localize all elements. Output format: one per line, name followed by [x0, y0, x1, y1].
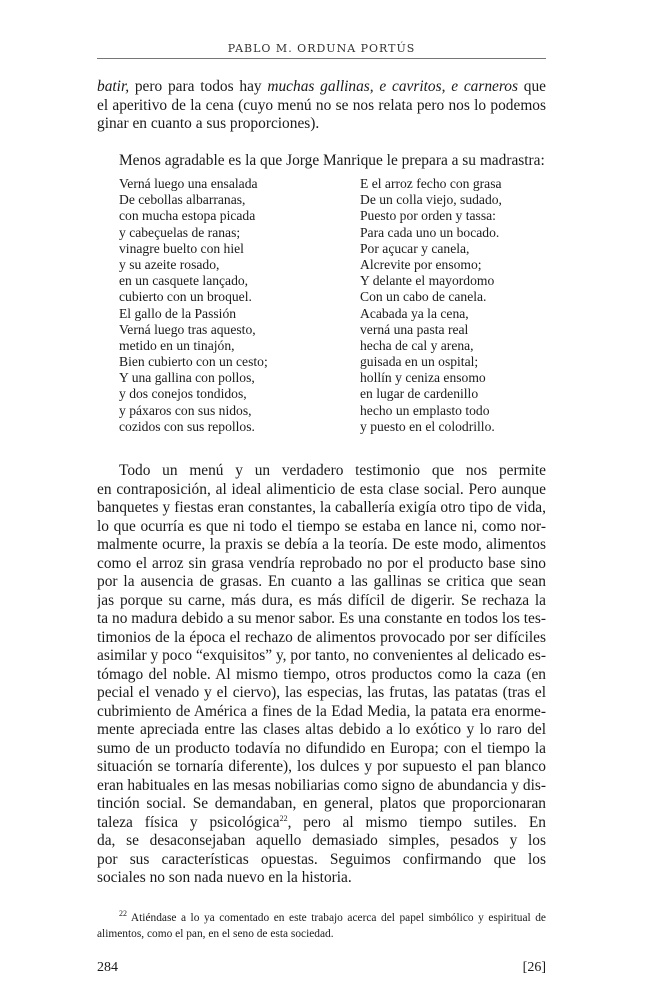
text-line: situación se tornaría diferente), los dulces y por supuesto el pan blanco	[97, 758, 546, 775]
verse-line: con mucha estopa picada	[119, 208, 256, 224]
verse-line: Con un cabo de canela.	[360, 289, 487, 305]
text-line: sociales no son nada nuevo en la historia.	[97, 869, 352, 886]
verse-line: Acabada ya la cena,	[360, 305, 469, 321]
text-line: en contraposición, al ideal alimenticio de esta clase social. Pero aunque	[97, 480, 546, 498]
text-line	[97, 814, 546, 833]
verse-line: cozidos con sus repollos.	[119, 418, 255, 434]
text-line: sumo de un producto todavía no difundido en Europa; con el tiempo la	[97, 739, 546, 757]
verse-line: Bien cubierto con un cesto;	[119, 354, 268, 370]
verse-line: Por açucar y canela,	[360, 240, 470, 256]
text-line: banquetes y fiestas eran constantes, la caballería exigía otro tipo de vida,	[97, 499, 546, 516]
text-line: eran habituales en las mesas nobiliarias como signo de abundancia y dis-	[97, 776, 546, 794]
text-line: como el arroz sin grasa vendría reprobado no por el producto base sino	[97, 554, 546, 572]
verse-column-left	[119, 176, 268, 435]
text-line: asimilar y poco “exquisitos” y, por tanto, no convenientes al delicado es-	[97, 647, 546, 664]
running-head: PABLO M. ORDUNA PORTÚS	[227, 42, 416, 55]
verse-line: El gallo de la Passión	[119, 305, 237, 321]
verse-line: y su azeite rosado,	[119, 256, 220, 272]
verse-intro: Menos agradable es la que Jorge Manrique le prepara a su madrastra:	[119, 152, 545, 169]
text-span: que	[523, 78, 546, 95]
text-line: jas porque su carne, más dura, es más difícil de digerir. Se rechaza la	[97, 591, 546, 609]
text-line: tinción social. Se demandaban, en general, platos que proporcionaran	[97, 795, 546, 812]
footnote-line: alimentos, como el pan, en el seno de esta sociedad.	[97, 928, 334, 940]
verse-line: Verná luego tras aquesto,	[119, 321, 256, 337]
text-span: Atiéndase a lo ya comentado en este trabajo acerca del papel simbólico y espiritual de	[130, 912, 546, 924]
body-paragraph	[97, 462, 546, 888]
verse-line: Puesto por orden y tassa:	[360, 208, 496, 224]
verse-line: guisada en un ospital;	[360, 354, 479, 370]
verse-line: verná una pasta real	[360, 321, 469, 337]
verse-column-right	[360, 176, 502, 435]
top-paragraph	[97, 78, 546, 134]
bracket-page-number: [26]	[522, 960, 546, 975]
verse-line: en lugar de cardenillo	[360, 386, 479, 402]
verse-line: vinagre buelto con hiel	[119, 240, 244, 256]
text-line: timonios de la época el rechazo de alimentos provocado por ser difíciles	[97, 628, 546, 646]
verse-line: Y una gallina con pollos,	[119, 370, 255, 386]
verse-line: hollín y ceniza ensomo	[360, 370, 486, 386]
text-line: da, se desaconsejaban aquello demasiado simples, pesados y los	[97, 832, 546, 849]
verse-line: y dos conejos tondidos,	[119, 386, 247, 402]
verse-line: Y delante el mayordomo	[360, 273, 495, 289]
footnote-ref[interactable]: 22	[279, 813, 288, 823]
verse-line: en un casquete lançado,	[119, 273, 249, 289]
text-line: lo que ocurría es que ni todo el tiempo se estaba en lance ni, como nor-	[97, 517, 546, 535]
text-line	[97, 78, 546, 97]
text-span: pero para todos hay	[129, 78, 268, 95]
page-number: 284	[97, 960, 118, 975]
header-rule	[97, 58, 546, 59]
verse-line: De un colla viejo, sudado,	[360, 192, 502, 208]
italic-phrase: batir,	[97, 78, 130, 95]
text-line: por la ausencia de grasas. En cuanto a las gallinas se critica que sean	[97, 573, 546, 590]
verse-line: Alcrevite por ensomo;	[360, 256, 482, 272]
text-line: mente apreciada entre las clases altas debido a lo exótico y lo raro del	[97, 721, 546, 738]
verse-line: y puesto en el colodrillo.	[360, 418, 495, 434]
text-line: Todo un menú y un verdadero testimonio que nos permite	[119, 462, 546, 479]
italic-phrase: muchas gallinas, e cavritos, e carneros	[267, 78, 518, 95]
text-span: , pero al mismo tiempo sutiles. En	[287, 813, 546, 831]
verse-line: cubierto con un broquel.	[119, 289, 252, 305]
footnote-number: 22	[119, 910, 127, 919]
verse-line: Para cada uno un bocado.	[360, 224, 500, 240]
verse-line: hecho un emplasto todo	[360, 402, 490, 418]
text-line: malmente ocurre, la praxis se debía a la teoría. De este modo, alimentos	[97, 536, 546, 553]
verse-line: y cabeçuelas de ranas;	[119, 224, 241, 240]
text-span: taleza física y psicológica	[97, 813, 280, 831]
text-line: ginar en cuanto a sus proporciones).	[97, 115, 320, 132]
verse-line: metido en un tinajón,	[119, 337, 235, 353]
text-line: tómago del noble. Al mismo tiempo, otros productos como la caza (en	[97, 665, 546, 683]
footnote	[97, 910, 546, 942]
text-line: cubrimiento de América a fines de la Edad Media, la patata era enorme-	[97, 702, 546, 720]
text-line: ta no madura debido a su menor sabor. Es una constante en todos los tes-	[97, 610, 546, 627]
verse-line: De cebollas albarranas,	[119, 192, 246, 208]
text-line: por sus características opuestas. Seguimos confirmando que los	[97, 850, 546, 868]
verse-line: hecha de cal y arena,	[360, 337, 474, 353]
verse-line: E el arroz fecho con grasa	[360, 176, 502, 191]
footnote-line	[97, 910, 546, 926]
text-line: el aperitivo de la cena (cuyo menú no se nos relata pero nos lo podemos	[97, 96, 546, 114]
text-line: pecial el venado y el ciervo), las especias, las frutas, las patatas (tras el	[97, 684, 546, 701]
verse-line: Verná luego una ensalada	[119, 176, 258, 191]
verse-line: y páxaros con sus nidos,	[119, 402, 252, 418]
